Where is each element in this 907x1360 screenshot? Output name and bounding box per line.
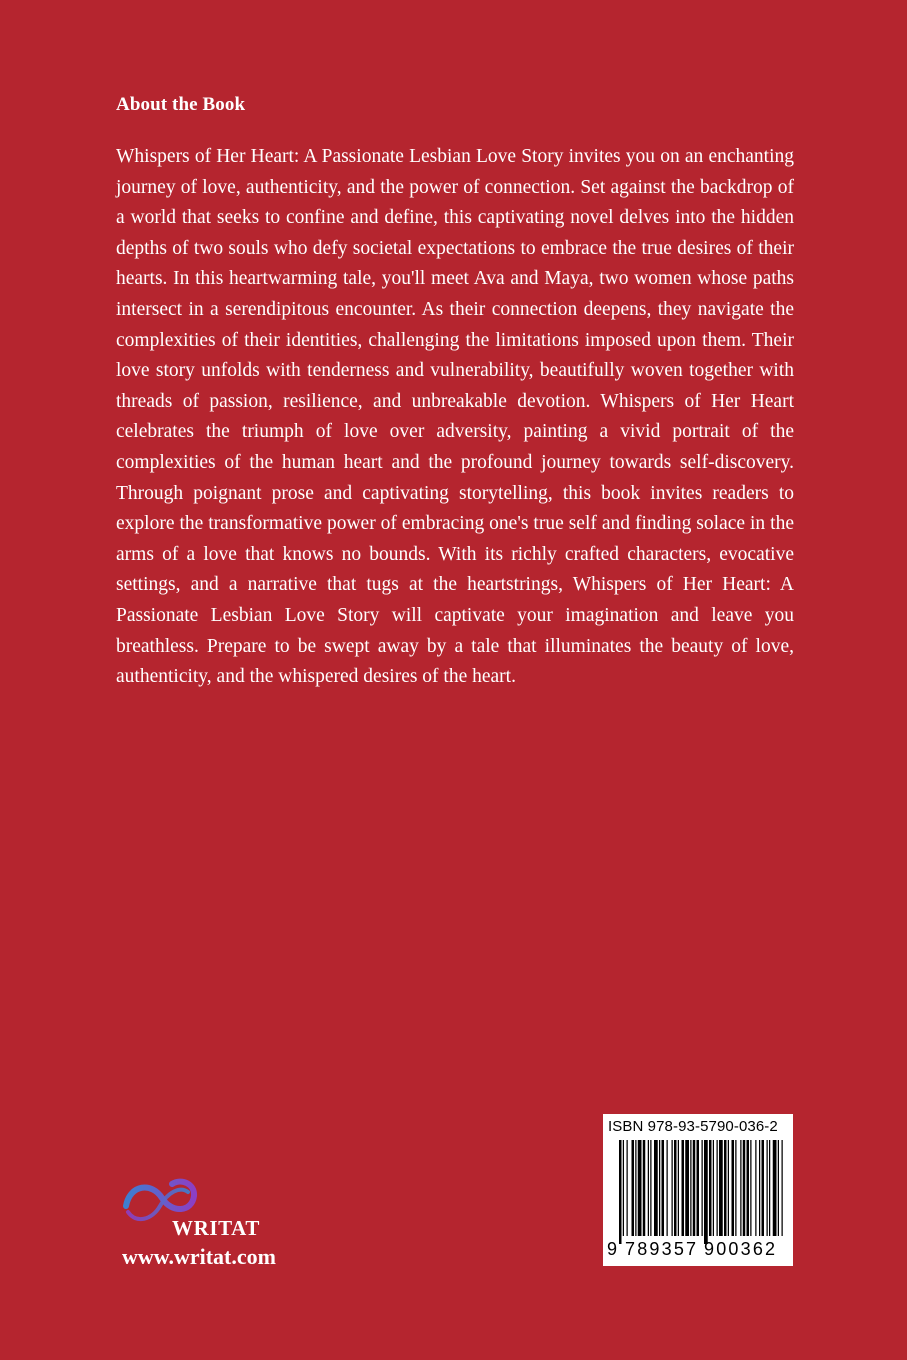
barcode-bar (662, 1140, 665, 1236)
barcode-bar (778, 1140, 779, 1236)
barcode-bar (759, 1140, 760, 1236)
barcode-bar (667, 1140, 668, 1236)
barcode-bar (767, 1140, 768, 1236)
barcode-bar (769, 1140, 770, 1236)
barcode-bar (702, 1140, 703, 1236)
barcode-bar (732, 1140, 735, 1236)
publisher-website: www.writat.com (122, 1244, 276, 1269)
barcode-bar (648, 1140, 649, 1236)
barcode-bar (773, 1140, 777, 1236)
barcode-bar (743, 1140, 746, 1236)
barcode-bar (719, 1140, 723, 1236)
barcode-bar (623, 1140, 624, 1236)
barcode-bar (632, 1140, 635, 1236)
barcode-bar (724, 1140, 727, 1236)
barcode-bar (682, 1140, 685, 1236)
barcode-bar (697, 1140, 700, 1236)
barcode-bar (740, 1140, 741, 1236)
barcode-bar (678, 1140, 679, 1236)
isbn-label: ISBN 978-93-5790-036-2 (608, 1118, 778, 1135)
publisher-logo (118, 1172, 328, 1282)
barcode-bar (728, 1140, 729, 1236)
barcode-guard-bar (704, 1140, 708, 1244)
barcode-bar (685, 1140, 689, 1236)
publisher-name: WRITAT (172, 1216, 260, 1240)
barcode-bar (654, 1140, 658, 1236)
isbn-barcode (603, 1114, 793, 1266)
book-description: Whispers of Her Heart: A Passionate Lesbian Love Story invites you on an enchanting journey of love, authenticity, and the power of connection. Set against the backdrop of a world that seeks to confine and define, this captivating novel delves into the hidden depths of two souls who defy societal expectations to embrace the true desires of their hearts. In this heartwarming tale, you'll meet Ava and Maya, two women whose paths intersect in a serendipitous encounter. As their connection deepens, they navigate the complexities of their identities, challenging the limitations imposed upon them. Their love story unfolds with tenderness and vulnerability, beautifully woven together with threads of passion, resilience, and unbreakable devotion. Whispers of Her Heart celebrates the triumph of love over adversity, painting a vivid portrait of the complexities of the human heart and the profound journey towards self-discovery. Through poignant prose and captivating storytelling, this book invites readers to explore the transformative power of embracing one's true self and finding solace in the arms of a love that knows no bounds. With its richly crafted characters, evocative settings, and a narrative that tugs at the heartstrings, Whispers of Her Heart: A Passionate Lesbian Love Story will captivate your imagination and leave you breathless. Prepare to be swept away by a tale that illuminates the beauty of love, authenticity, and the whispered desires of the heart. (116, 146, 794, 688)
barcode-bar (643, 1140, 646, 1236)
barcode-bar (635, 1140, 636, 1236)
barcode-bar (709, 1140, 712, 1236)
barcode-bar (750, 1140, 751, 1236)
barcode-bar (747, 1140, 750, 1236)
barcode-bar (638, 1140, 642, 1236)
barcode-bar (755, 1140, 756, 1236)
barcode-bar (672, 1140, 673, 1236)
barcode-digits-left: 789357 (625, 1239, 699, 1259)
barcode-guard-bar (619, 1140, 622, 1244)
barcode-bar (674, 1140, 677, 1236)
barcode-bar (627, 1140, 628, 1236)
barcode-bar (713, 1140, 714, 1236)
barcode-bar (782, 1140, 783, 1236)
barcode-digits-right: 900362 (704, 1239, 778, 1259)
barcode-digit-first: 9 (607, 1239, 618, 1259)
barcode-bar (693, 1140, 696, 1236)
barcode-bar (762, 1140, 765, 1236)
barcode-bar (659, 1140, 660, 1236)
barcode-bar (735, 1140, 736, 1236)
barcode-bar (690, 1140, 691, 1236)
barcode-bar (650, 1140, 651, 1236)
barcode-bar (717, 1140, 718, 1236)
about-heading: About the Book (116, 94, 246, 115)
